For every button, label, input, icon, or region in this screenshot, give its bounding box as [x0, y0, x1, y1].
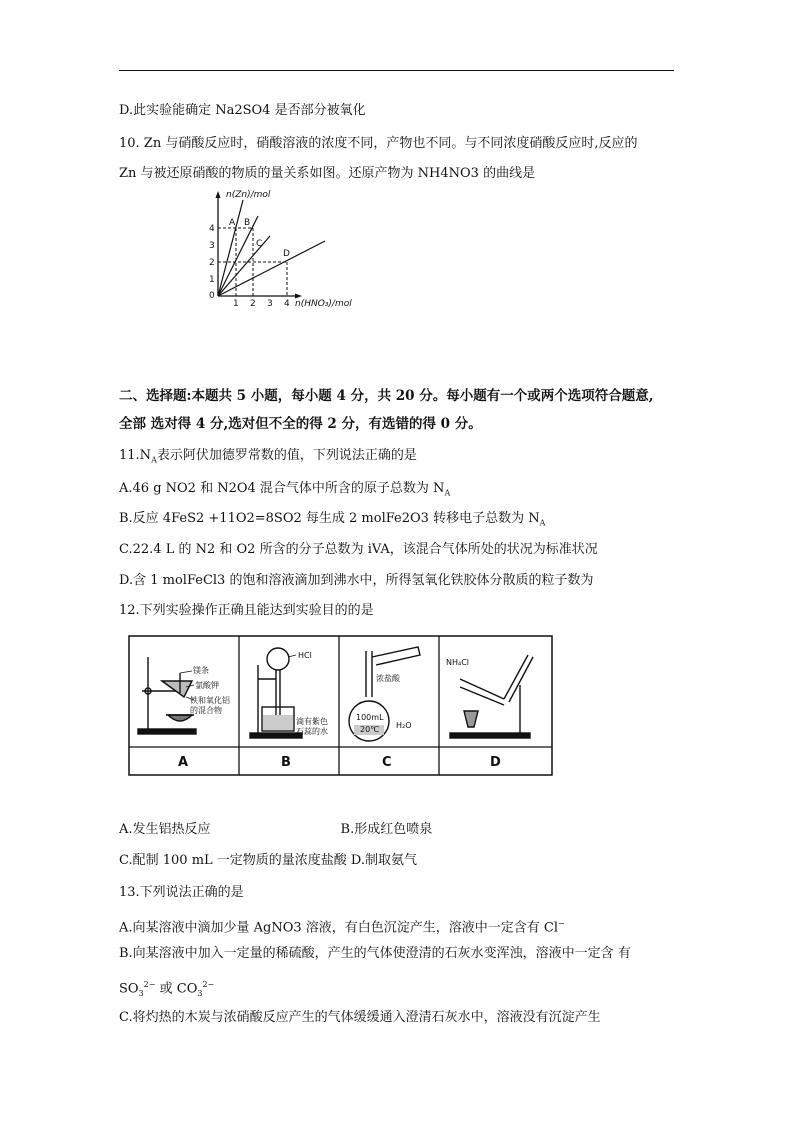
- header-rule: [119, 70, 674, 71]
- graph-xtick-2: 2: [250, 299, 256, 309]
- section-2-title-line2: 全部 选对得 4 分,选对但不全的得 2 分，有选错的得 0 分。: [119, 416, 482, 432]
- y-axis-arrow: [216, 191, 221, 198]
- apparatus-a-label-mix2: 的混合物: [190, 706, 222, 715]
- apparatus-panel-c-label: C: [382, 755, 392, 770]
- question-13-option-c: C.将灼热的木炭与浓硝酸反应产生的气体缓缓通入澄清石灰水中，溶液没有沉淀产生: [119, 1010, 601, 1025]
- graph-ytick-4: 4: [209, 224, 215, 234]
- apparatus-a-label-mg: 镁条: [193, 666, 209, 675]
- curve-label-c: C: [256, 239, 263, 249]
- apparatus-d-label-nh4cl: NH₄Cl: [446, 658, 470, 667]
- question-11-option-c: C.22.4 L 的 N2 和 O2 所含的分子总数为 iVA，该混合气体所处的状况为标准状况: [119, 542, 598, 557]
- apparatus-a-drawing: [138, 657, 196, 734]
- question-10-text-line1: 10. Zn 与硝酸反应时，硝酸溶液的浓度不同，产物也不同。与不同浓度硝酸反应时,反应的: [119, 136, 638, 151]
- question-12-stem: 12.下列实验操作正确且能达到实验目的的是: [119, 603, 374, 618]
- x-axis-arrow: [295, 294, 302, 299]
- section-2-title-line1: 二、选择题:本题共 5 小题，每小题 4 分，共 20 分。每小题有一个或两个选项符合题意,: [119, 388, 654, 404]
- apparatus-d-drawing: [450, 655, 533, 738]
- apparatus-a-label-mix1: 铁和氧化铝: [190, 696, 230, 705]
- curve-label-d: D: [283, 249, 290, 259]
- question-11-stem: $11.N_A$表示阿伏加德罗常数的值，下列说法正确的是: [119, 448, 417, 465]
- question-13-option-b-line1: B.向某溶液中加入一定量的稀硫酸，产生的气体使澄清的石灰水变浑浊，溶液中一定含 有: [119, 946, 631, 961]
- question-13-option-a: A.向某溶液中滴加少量 AgNO3 溶液，有白色沉淀产生，溶液中一定含有 Cl−: [119, 919, 565, 936]
- apparatus-c-label-hcl: 浓盐酸: [376, 674, 400, 683]
- graph-ytick-1: 1: [209, 275, 215, 285]
- apparatus-panel-a-label: A: [178, 755, 189, 770]
- graph-ylabel: n(Zn)/mol: [226, 190, 271, 200]
- graph-origin: 0: [209, 291, 215, 301]
- question-11-option-b: B.反应 4FeS2 +11O2=8SO2 每生成 2 molFe2O3 转移电子总数为 $N_A$: [119, 511, 546, 528]
- question-12-options-ab: A.发生铝热反应 B.形成红色喷泉: [119, 822, 433, 837]
- apparatus-c-label-20c: 20℃: [360, 725, 380, 734]
- apparatus-panel-d-label: D: [490, 755, 501, 770]
- graph-xtick-4: 4: [284, 299, 290, 309]
- graph-ytick-2: 2: [209, 258, 215, 268]
- apparatus-b-label-hcl: HCl: [298, 651, 312, 660]
- curve-label-a: A: [229, 218, 236, 228]
- question-10-text-line2: Zn 与被还原硝酸的物质的量关系如图。还原产物为 NH4NO3 的曲线是: [119, 166, 536, 181]
- curve-label-b: B: [244, 218, 251, 228]
- guide-lines: [218, 228, 287, 296]
- question-12-options-cd: C.配制 100 mL 一定物质的量浓度盐酸 D.制取氨气: [119, 853, 418, 868]
- question-11-option-d: D.含 1 molFeCl3 的饱和溶液滴加到沸水中，所得氢氧化铁胶体分散质的粒子数为: [119, 573, 594, 588]
- curve-d: [218, 241, 325, 296]
- apparatus-b-label-water2: 石蕊的水: [296, 727, 328, 736]
- graph-ytick-3: 3: [209, 241, 215, 251]
- question-13-option-b-line2: $SO_3^{2-}$ 或 $CO_3^{2-}$: [119, 980, 215, 998]
- question-11-option-a: A.46 g NO2 和 N2O4 混合气体中所含的原子总数为 $N_A$: [119, 481, 451, 498]
- zn-hno3-graph: [200, 188, 390, 313]
- graph-xtick-1: 1: [233, 299, 239, 309]
- apparatus-c-label-h2o: H₂O: [396, 721, 412, 730]
- apparatus-a-label-kclo3: 氯酸钾: [195, 681, 219, 690]
- apparatus-figure: [128, 635, 553, 777]
- apparatus-panel-b-label: B: [281, 755, 291, 770]
- question-9-option-d: D.此实验能确定 Na2SO4 是否部分被氧化: [119, 103, 366, 118]
- graph-xtick-3: 3: [267, 299, 273, 309]
- apparatus-c-label-100ml: 100mL: [356, 713, 384, 722]
- apparatus-b-label-water1: 滴有紫色: [296, 717, 328, 726]
- question-13-stem: 13.下列说法正确的是: [119, 885, 244, 900]
- graph-xlabel: n(HNO₃)/mol: [295, 299, 352, 309]
- apparatus-b-drawing: [250, 648, 302, 738]
